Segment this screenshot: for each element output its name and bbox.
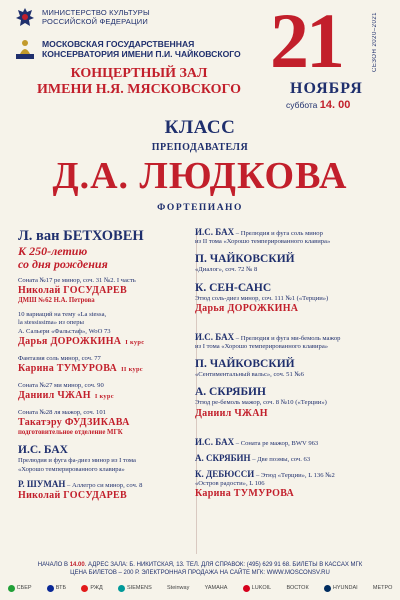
performer-name: Такатэру ФУДЗИКАВА <box>18 417 130 429</box>
ministry-name: МИНИСТЕРСТВО КУЛЬТУРЫ РОССИЙСКОЙ ФЕДЕРАЦИИ <box>42 8 150 26</box>
performer-name: Даниил ЧЖАН <box>195 407 268 419</box>
tchaikovsky-monument-icon <box>14 36 36 60</box>
program-item <box>195 438 387 448</box>
program-right-column <box>195 228 387 506</box>
piece-title: 10 вариаций на тему «La stessa, <box>18 311 107 319</box>
title-klass: КЛАСС <box>164 117 236 138</box>
program-item <box>18 409 200 437</box>
composer-name: А. СКРЯБИН <box>195 386 266 399</box>
piece-title: «Остров радости», L 106 <box>195 480 265 488</box>
program-item <box>195 357 387 379</box>
piece-title: И.С. БАХ – Прелюдия и фуга соль минор <box>195 227 323 237</box>
sponsor-logos <box>0 580 400 596</box>
footer-line: НАЧАЛО В 14.00. АДРЕС ЗАЛА: Б. НИКИТСКАЯ, 13. ТЕЛ. ДЛЯ СПРАВОК: (495) 629 91 68. БИЛЕТЫ В КАССАХ МГК <box>37 562 363 568</box>
program-item <box>195 385 387 419</box>
sponsor-logo: СБЕР <box>8 585 32 592</box>
composer-name: П. ЧАЙКОВСКИЙ <box>195 358 295 371</box>
sponsor-logo: МЕТРО <box>372 585 393 591</box>
piece-title: из II тома «Хорошо темперированного клавира» <box>195 238 331 246</box>
piece-title: К. ДЕБЮССИ – Этюд «Терции», L 136 №2 <box>195 469 335 480</box>
piece-title: Прелюдия и фуга фа-диез минор из I тома <box>18 457 136 465</box>
program-item <box>195 333 387 351</box>
piece-title: Р. ШУМАН – Аллегро си минор, соч. 8 <box>18 478 143 489</box>
sponsor-logo: YAMAHA <box>204 585 228 591</box>
conservatory-name: МОСКОВСКАЯ ГОСУДАРСТВЕННАЯ КОНСЕРВАТОРИЯ ИМЕНИ П.И. ЧАЙКОВСКОГО <box>42 39 241 59</box>
program-item <box>195 281 387 315</box>
instrument-label: ФОРТЕПИАНО <box>157 203 243 213</box>
composer-name: К. СЕН-САНС <box>195 281 272 294</box>
sponsor-logo: SIEMENS <box>118 585 152 592</box>
piece-title: из I тома «Хорошо темперированного клавира» <box>195 343 329 351</box>
sponsor-logo: Steinway <box>167 585 190 591</box>
hall-name: КОНЦЕРТНЫЙ ЗАЛ ИМЕНИ Н.Я. МЯСКОВСКОГО <box>37 66 241 97</box>
concert-month: НОЯБРЯ <box>290 80 363 97</box>
piece-title: А. Сальери «Фальстаф», WoO 73 <box>18 327 111 335</box>
performer-name: Николай ГОСУДАРЕВ <box>18 490 127 502</box>
sponsor-logo: ВОСТОК <box>286 585 309 591</box>
sponsor-logo: ВТБ <box>47 585 66 592</box>
piece-title: la stessissima» из оперы <box>18 319 84 327</box>
piece-title: «Диалог», соч. 72 № 8 <box>195 266 258 274</box>
piece-title: Соната №17 ре минор, соч. 31 №2. I часть <box>18 277 136 284</box>
composer-name: И.С. БАХ <box>18 444 68 457</box>
eagle-emblem-icon <box>14 6 36 28</box>
piece-title: «Хорошо темперированного клавира» <box>18 465 125 473</box>
program-item <box>195 454 387 464</box>
concert-weekday-time: суббота 14. 00 <box>286 99 351 111</box>
program-item <box>195 470 387 500</box>
performer-school: ДМШ №62 Н.А. Петрова <box>18 297 95 305</box>
performer-name: Дарья ДОРОЖКИНА <box>195 302 299 314</box>
program-item <box>18 228 200 271</box>
performer-name: Николай ГОСУДАРЕВ <box>18 285 127 297</box>
program-item <box>18 382 200 403</box>
composer-name: Л. ван БЕТХОВЕН <box>18 228 144 244</box>
title-prep: ПРЕПОДАВАТЕЛЯ <box>151 142 249 153</box>
sponsor-logo: HYUNDAI <box>324 585 358 592</box>
piece-title: И.С. БАХ – Прелюдия и фуга ми-бемоль мажор <box>195 331 341 342</box>
program-item <box>18 443 200 473</box>
program-item <box>18 277 200 305</box>
piece-title: А. СКРЯБИН – Две поэмы, соч. 63 <box>195 452 311 463</box>
footer-line: ЦЕНА БИЛЕТОВ – 200 Р. ЭЛЕКТРОННАЯ ПРОДАЖА НА САЙТЕ МГК: WWW.MOSCONSV.RU <box>70 570 330 576</box>
sponsor-logo: РЖД <box>81 585 102 592</box>
program-item <box>18 355 200 376</box>
program-item <box>195 252 387 274</box>
performer-name: Дарья ДОРОЖКИНА I курс <box>18 335 145 347</box>
program-item <box>18 311 200 349</box>
piece-title: Соната №27 ми минор, соч. 90 <box>18 382 104 390</box>
concert-day: 21 <box>270 0 342 84</box>
piece-title: «Сентиментальный вальс», соч. 51 №6 <box>195 371 304 379</box>
performer-name: Карина ТУМУРОВА <box>195 488 295 500</box>
anniversary-line: К 250-летию <box>18 244 88 258</box>
program-item <box>18 480 200 502</box>
piece-title: Соната №28 ля мажор, соч. 101 <box>18 409 106 417</box>
performer-name: Даниил ЧЖАН I курс <box>18 390 114 402</box>
performer-school: подготовительное отделение МГК <box>18 429 123 437</box>
performer-name: Карина ТУМУРОВА II курс <box>18 363 143 375</box>
teacher-name: Д.А. ЛЮДКОВА <box>52 155 348 197</box>
piece-title: Фантазия соль минор, соч. 77 <box>18 354 101 362</box>
footer-info <box>0 561 400 577</box>
piece-title: Этюд ре-бемоль мажор, соч. 8 №10 («Терции») <box>195 399 327 407</box>
program-item <box>195 228 387 246</box>
anniversary-line: со дня рождения <box>18 257 108 271</box>
sponsor-logo: LUKOIL <box>243 585 272 592</box>
piece-title: Этюд соль-диез минор, соч. 111 №1 («Терции») <box>195 294 329 302</box>
season-label: СЕЗОН 2020–2021 <box>372 12 378 72</box>
program-left-column <box>18 228 200 508</box>
composer-name: П. ЧАЙКОВСКИЙ <box>195 253 295 266</box>
piece-title: И.С. БАХ – Соната ре мажор, BWV 963 <box>195 436 319 447</box>
